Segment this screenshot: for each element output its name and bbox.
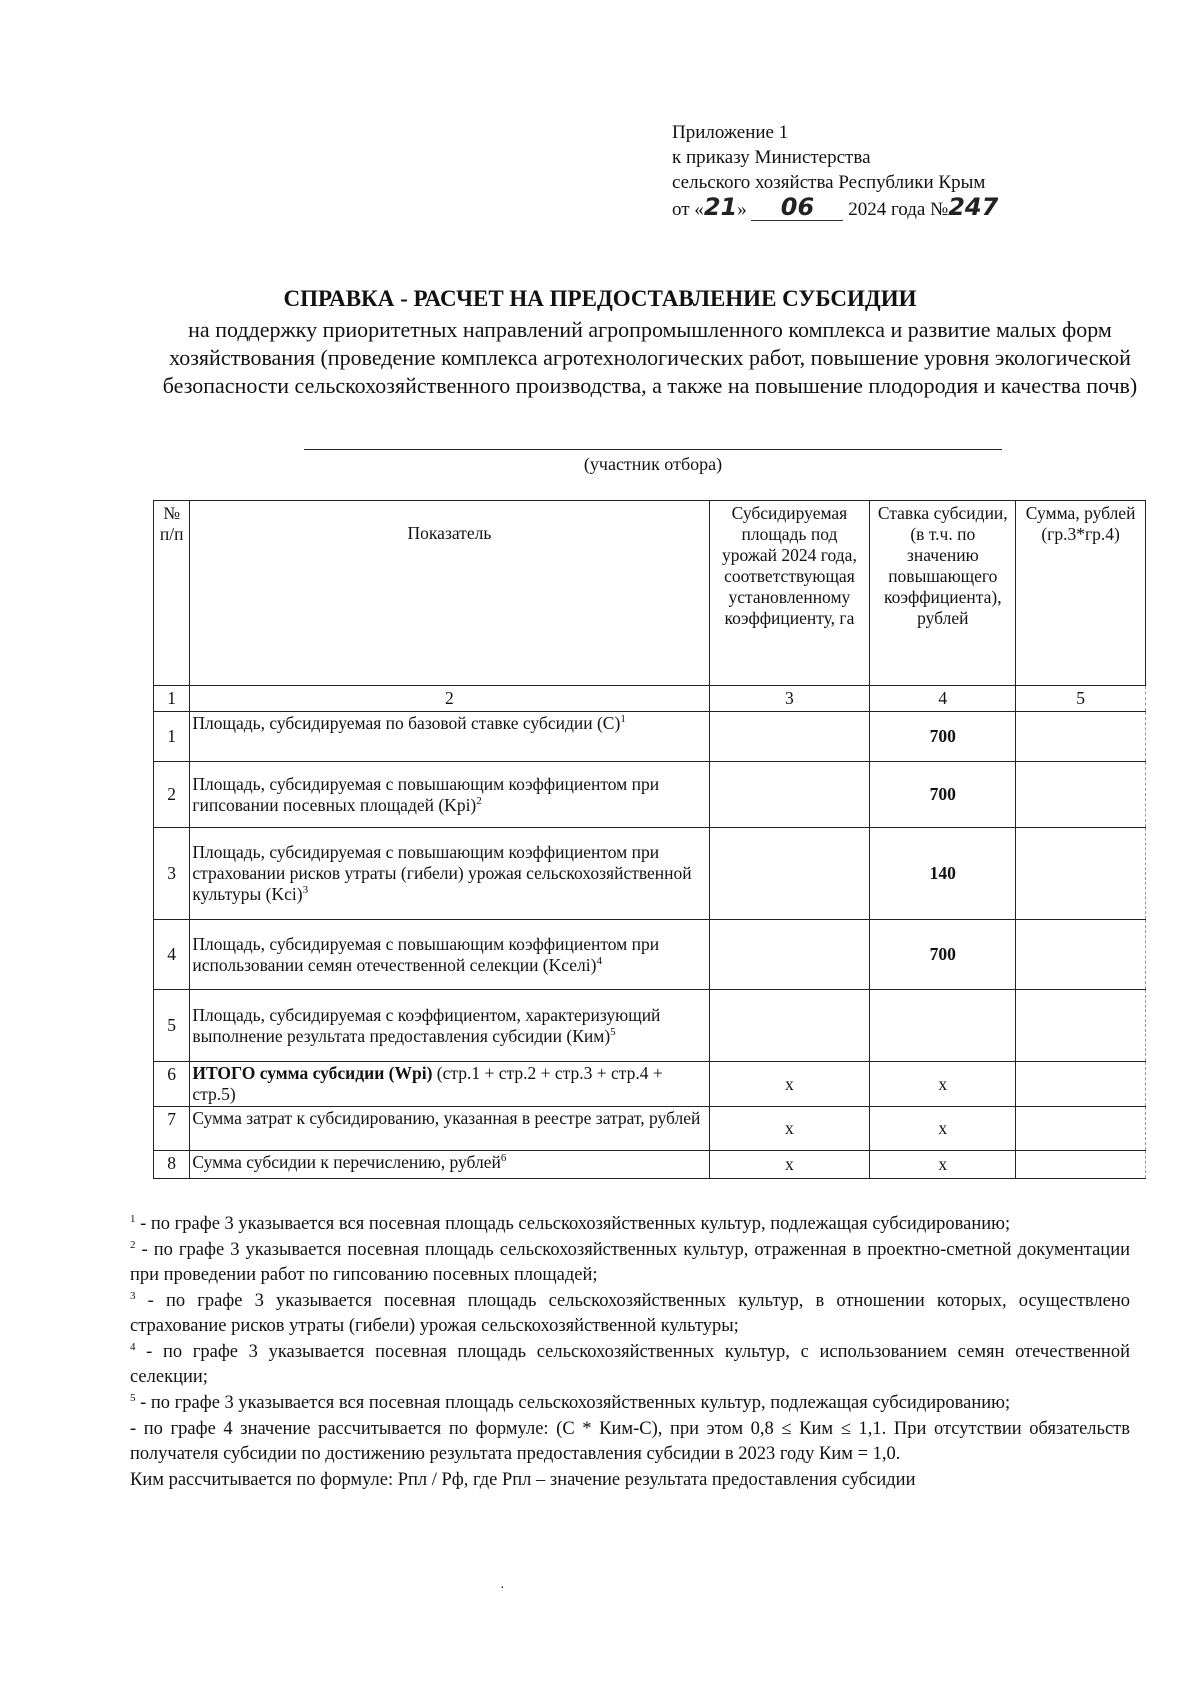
row-num: 3 (154, 828, 190, 920)
col-number-2: 2 (190, 686, 709, 712)
footnotes (130, 1212, 1130, 1494)
row-rate: 700 (870, 920, 1016, 990)
footnote-4: $^4$ - по графе 3 указывается посевная площадь сельскохозяйственных культур, с использованием семян отечественной селекции; (130, 1340, 1130, 1387)
row-num: 5 (154, 990, 190, 1062)
table-header-row (154, 501, 1146, 686)
participant-line (304, 449, 1002, 450)
annex-line-2: к приказу Министерства (672, 147, 871, 168)
row-area[interactable] (709, 828, 870, 920)
row-area[interactable] (709, 990, 870, 1062)
row-indicator: Площадь, субсидируемая с повышающим коэффициентом при использовании семян отечественной селекции (Kселi)$^4$ (190, 920, 709, 990)
row-indicator: Площадь, субсидируемая с повышающим коэффициентом при страховании рисков утраты (гибели) урожая сельскохозяйственной культуры (Kci)$^3$ (190, 828, 709, 920)
table-row (154, 1107, 1146, 1151)
row-sum[interactable] (1016, 828, 1146, 920)
table-row (154, 920, 1146, 990)
table-row (154, 828, 1146, 920)
footnote-kim: Ким рассчитывается по формуле: Рпл / Рф, где Рпл – значение результата предоставления субсидии (130, 1470, 916, 1490)
row-area[interactable] (709, 762, 870, 828)
row-num: 1 (154, 712, 190, 762)
row-sum[interactable] (1016, 920, 1146, 990)
row-rate: x (870, 1151, 1016, 1179)
footnote-5: $^5$ - по графе 3 указывается вся посевная площадь сельскохозяйственных культур, подлежащая субсидированию; (130, 1391, 1011, 1413)
row-indicator: Площадь, субсидируемая с повышающим коэффициентом при гипсовании посевных площадей (Kpi)$^2$ (190, 762, 709, 828)
date-year-label: 2024 года № (848, 199, 949, 220)
row-num: 7 (154, 1107, 190, 1151)
row-num: 8 (154, 1151, 190, 1179)
header-rate: Ставка субсидии, (в т.ч. по значению повышающего коэффициента), рублей (870, 501, 1016, 686)
row-area[interactable] (709, 920, 870, 990)
table-row (154, 762, 1146, 828)
footnote-3: $^3$ - по графе 3 указывается посевная площадь сельскохозяйственных культур, в отношении которых, осуществлено страхование рисков утраты (гибели) урожая сельскохозяйственной культуры; (130, 1289, 1130, 1336)
subsidy-table (153, 500, 1146, 1179)
row-area: x (709, 1062, 870, 1107)
order-number-handwritten: 247 (948, 193, 999, 221)
footnote-2: $^2$ - по графе 3 указывается посевная площадь сельскохозяйственных культур, отраженная в проектно-сметной документации при проведении работ по гипсованию посевных площадей; (130, 1238, 1130, 1285)
annex-date-line (672, 195, 1092, 222)
row-indicator: Площадь, субсидируемая с коэффициентом, характеризующий выполнение результата предоставления субсидии (Ким)$^5$ (190, 990, 709, 1062)
table-row (154, 712, 1146, 762)
row-num: 2 (154, 762, 190, 828)
row-rate: 700 (870, 712, 1016, 762)
page-mark: · (500, 1581, 505, 1596)
row-num: 6 (154, 1062, 190, 1107)
annex-block (672, 120, 1092, 222)
row-indicator: Сумма субсидии к перечислению, рублей$^6$ (190, 1151, 709, 1179)
date-day-handwritten: 21 (703, 193, 738, 221)
header-sum: Сумма, рублей (гр.3*гр.4) (1016, 501, 1146, 686)
document-subtitle: на поддержку приоритетных направлений агропромышленного комплекса и развитие малых форм хозяйствования (проведение комплекса агротехнологических работ, повышение уровня экологической безопасности сельскохозяйственного производства, а также на повышение плодородия и качества почв) (162, 317, 1138, 398)
row-indicator: Площадь, субсидируемая по базовой ставке субсидии $(С)^1$ (190, 712, 709, 762)
col-number-1: 1 (154, 686, 190, 712)
row-rate: x (870, 1062, 1016, 1107)
row-sum[interactable] (1016, 762, 1146, 828)
row-rate: x (870, 1107, 1016, 1151)
row-area[interactable] (709, 712, 870, 762)
table-row (154, 990, 1146, 1062)
header-num: № п/п (154, 501, 190, 686)
annex-line-3: сельского хозяйства Республики Крым (672, 172, 986, 193)
column-numbers-row (154, 686, 1146, 712)
annex-line-1: Приложение 1 (672, 122, 789, 143)
table-row (154, 1151, 1146, 1179)
row-sum[interactable] (1016, 1062, 1146, 1107)
date-month-handwritten: 06 (780, 193, 815, 221)
row-indicator: Сумма затрат к субсидированию, указанная в реестре затрат, рублей (190, 1107, 709, 1151)
date-mid: » (737, 199, 747, 220)
document-title: СПРАВКА - РАСЧЕТ НА ПРЕДОСТАВЛЕНИЕ СУБСИДИИ (283, 286, 917, 311)
table-row-total (154, 1062, 1146, 1107)
row-rate: 140 (870, 828, 1016, 920)
footnote-formula: - по графе 4 значение рассчитывается по формуле: (С * Ким-С), при этом 0,8 ≤ Ким ≤ 1,1. При отсутствии обязательств получателя субсидии по достижению результата предоставления субсидии в 2023 году Ким = 1,0. (130, 1419, 1130, 1464)
row-sum[interactable] (1016, 1107, 1146, 1151)
row-area: x (709, 1151, 870, 1179)
col-number-5: 5 (1016, 686, 1146, 712)
row-sum[interactable] (1016, 990, 1146, 1062)
row-area: x (709, 1107, 870, 1151)
col-number-3: 3 (709, 686, 870, 712)
row-sum[interactable] (1016, 712, 1146, 762)
header-indicator: Показатель (190, 501, 709, 686)
row-num: 4 (154, 920, 190, 990)
row-indicator: ИТОГО сумма субсидии (Wpi) (стр.1 + стр.2 + стр.3 + стр.4 + стр.5) (190, 1062, 709, 1107)
row-rate (870, 990, 1016, 1062)
row-rate: 700 (870, 762, 1016, 828)
row-sum[interactable] (1016, 1151, 1146, 1179)
footnote-1: $^1$ - по графе 3 указывается вся посевная площадь сельскохозяйственных культур, подлежащая субсидированию; (130, 1212, 1011, 1234)
date-prefix: от « (672, 199, 704, 220)
col-number-4: 4 (870, 686, 1016, 712)
participant-caption: (участник отбора) (583, 454, 723, 474)
header-area: Субсидируемая площадь под урожай 2024 года, соответствующая установленному коэффициенту, га (709, 501, 870, 686)
date-month-field (751, 193, 843, 221)
